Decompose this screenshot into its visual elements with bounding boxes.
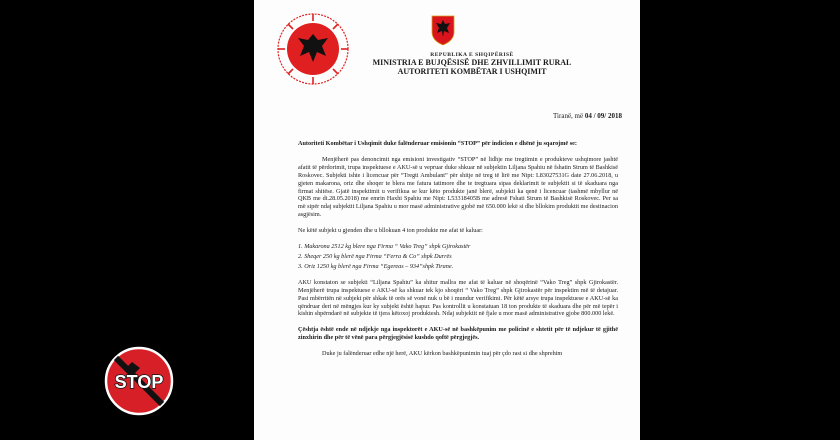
list-item: 1. Makarona 2512 kg blere nga Firma “ Vako Treg” shpk Gjirokastër <box>298 243 471 251</box>
paragraph-5: Duke ju falënderuar edhe një herë, AKU kërkon bashkëpunimin tuaj për çdo rast si dhe shprehim <box>322 350 563 358</box>
date-line <box>553 112 622 120</box>
paragraph-4: Çështja është ende në ndjekje nga inspektorët e AKU-së në bashkëpunim me policinë e shtetit për të ndjekur të gjithë zinxhirin dhe për të vënë para përgjegjësisë kushdo qoftë përgjegjës. <box>298 326 618 342</box>
stop-show-logo <box>104 346 174 416</box>
republic-line: REPUBLIKA E SHQIPËRISË <box>430 52 514 58</box>
date-place: Tiranë, më <box>553 112 584 120</box>
letter-intro: Autoriteti Kombëtar i Ushqimit duke falënderuar emisionin “STOP” për indicion e dhënë ju sqarojmë se: <box>298 140 577 147</box>
date-value: 04 / 09/ 2018 <box>584 112 622 120</box>
letter-body <box>298 140 618 366</box>
albanian-eagle-emblem <box>430 14 456 46</box>
letterhead <box>352 52 592 76</box>
aku-seal-logo <box>276 12 350 86</box>
list-item: 3. Oriz 1250 kg blerë nga Firma “Egereas – 934”shpk Tirane. <box>298 262 454 270</box>
document-page <box>254 0 640 440</box>
ministry-line: MINISTRIA E BUJQËSISË DHE ZHVILLIMIT RURAL <box>372 58 572 67</box>
authority-line: AUTORITETI KOMBËTAR I USHQIMIT <box>397 67 547 76</box>
list-item: 2. Sheqer 250 kg blerë nga Firma “Ferra & Co” shpk Durrës <box>298 252 452 260</box>
paragraph-2: Ne këtë subjekt u gjenden dhe u bllokuan 4 ton produkte me afat të kaluar: <box>298 227 483 235</box>
paragraph-3: AKU konstaton se subjekti “Liljana Spahiu” ka shitur mallra me afat të kaluar në shoqërinë “Vako Treg” shpk Gjirokastër. Menjëherë trupa inspektuese e AKU-së ka shkuar tek kjo shoqëri “ Vako Treg” shpk Gjirokastër për inspektim më të detajuar. Pasi mbërritën në subjekt për shkak të orës së vonë nuk u bë i mundur verifikimi. Për këtë arsye trupa inspektuese e AKU-së ka qëndruar deri në mëngjes kur ky subjekt është hapur. Pas kontrollit u konstatuan 18 ton produkte të skaduara dhe për më tepër i kishin shpërndarë në subjekte të tjera këtoxoj produktesh. Ndaj subjektit në fjale u mor masë administrative gjobe 800.000 lekë. <box>298 278 618 318</box>
paragraph-1: Menjëherë pas denoncimit nga emisioni investigativ “STOP” në lidhje me tregtimin e produkteve ushqimore jashtë afatit të përdorimit, trupa inspektuese e AKU-së u vepruar duke shkuar në subjektin Liljana Spahiu në fshatin Strum të Bashkisë Roskovec. Subjekti ishte i licencuar për “Tregti Ambulant” për shitje në treg të lirë me Nipt: L83027531G date 27.06.2018, u gjeten makarona, oriz dhe shoqer te blera me fatura tatimore dhe te tregtuara sipas deklarimit te subjektit si të skaduara nga firmat shitëse. Gjatë inspektimit u verifikua se kur këto produkte janë blerë, subjekti ka qenë i licencuar (tashmë mbyllur në QKB me dt.28.05.2018) me emrin Haxhi Spahiu me Nipt: L53318405B me adresë Fshati Strum të Bashkisë Roskovec. Per sa më sipër ndaj subjektit Liljana Spahiu u mor masë administrative gjobë më 650.000 lekë si dhe bllokim produktit me destinacion asgjësim. <box>298 155 618 219</box>
stop-badge-text: STOP <box>114 372 164 392</box>
blocked-products-list <box>298 243 618 271</box>
